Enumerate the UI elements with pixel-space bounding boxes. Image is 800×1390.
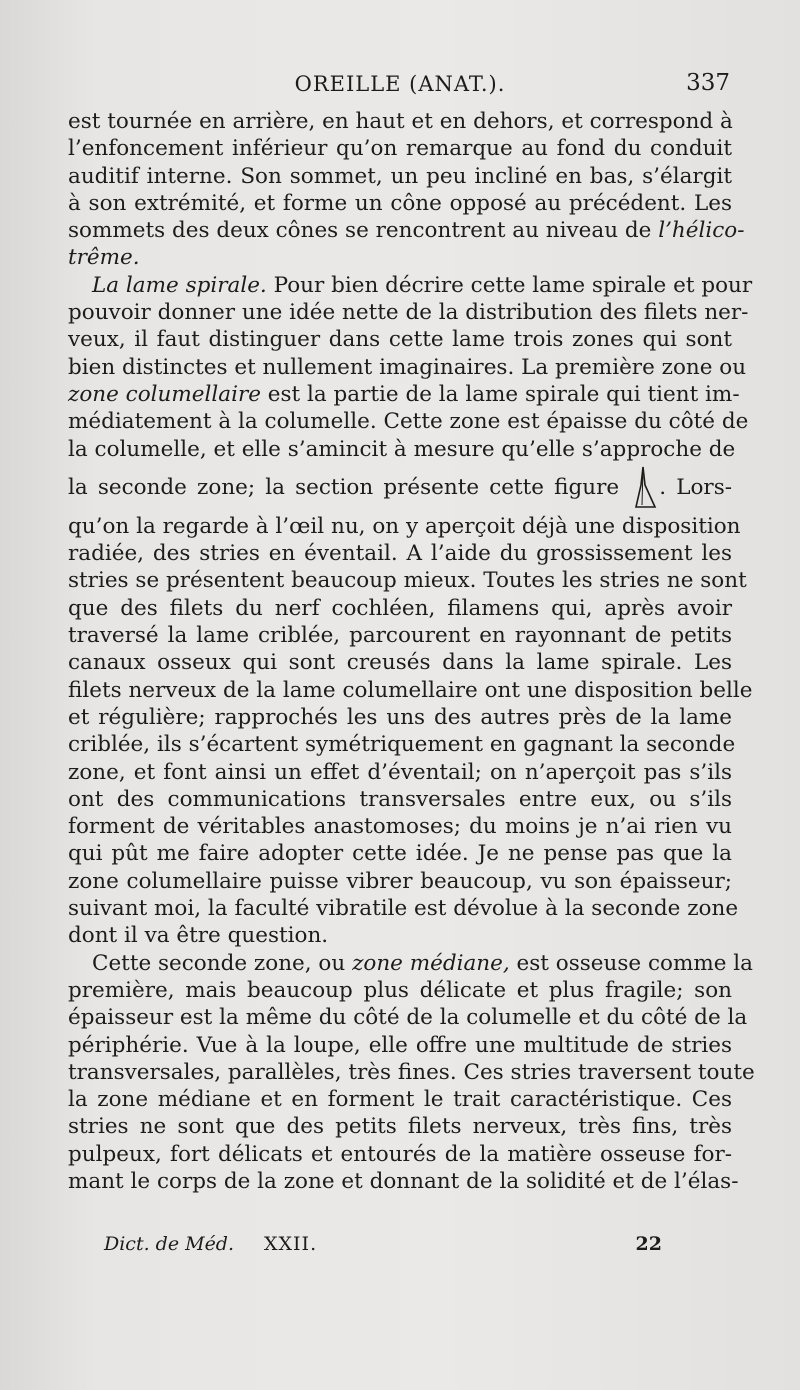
text-segment: stries se présentent beaucoup mieux. Toutes les stries ne sont bbox=[68, 568, 747, 594]
text-segment: épaisseur est la même du côté de la columelle et du côté de la bbox=[68, 1005, 748, 1031]
text-line bbox=[68, 868, 732, 895]
text-segment: traversé la lame criblée, parcourent en rayonnant de petits bbox=[68, 623, 732, 649]
text-segment: zone columellaire puisse vibrer beaucoup, vu son épaisseur; bbox=[68, 868, 732, 894]
text-line bbox=[68, 299, 749, 326]
text-line bbox=[68, 840, 732, 867]
text-segment: stries ne sont que des petits filets nerveux, très fins, très bbox=[68, 1114, 732, 1140]
text-line bbox=[68, 1004, 748, 1031]
text-line bbox=[68, 786, 732, 813]
text-segment: criblée, ils s’écartent symétriquement en gagnant la seconde bbox=[68, 732, 736, 758]
text-segment: et régulière; rapprochés les uns des autres près de la lame bbox=[68, 704, 732, 730]
text-line bbox=[68, 1086, 732, 1113]
text-line bbox=[68, 1168, 739, 1195]
text-segment: qui pût me faire adopter cette idée. Je ne pense pas que la bbox=[68, 841, 732, 867]
italic-text: zone médiane, bbox=[352, 950, 510, 976]
text-segment: suivant moi, la faculté vibratile est dévolue à la seconde zone bbox=[68, 896, 739, 922]
text-segment: la seconde zone; la section présente cette figure bbox=[68, 474, 630, 500]
text-segment: auditif interne. Son sommet, un peu incliné en bas, s’élargit bbox=[68, 163, 732, 189]
text-segment: est la partie de la lame spirale qui tient im- bbox=[260, 381, 740, 407]
text-segment: Cette seconde zone, ou bbox=[92, 950, 353, 976]
text-segment: périphérie. Vue à la loupe, elle offre une multitude de stries bbox=[68, 1032, 732, 1058]
text-line bbox=[68, 463, 732, 513]
italic-text: trême. bbox=[68, 245, 140, 271]
text-line bbox=[68, 950, 753, 977]
text-segment: qu’on la regarde à l’œil nu, on y aperçoit déjà une disposition bbox=[68, 513, 741, 539]
text-line bbox=[68, 108, 732, 135]
text-segment: canaux osseux qui sont creusés dans la lame spirale. Les bbox=[68, 650, 732, 676]
text-segment: Pour bien décrire cette lame spirale et pour bbox=[266, 272, 753, 298]
text-line bbox=[68, 381, 740, 408]
text-line bbox=[68, 1059, 755, 1086]
page-header bbox=[70, 72, 730, 106]
text-line bbox=[68, 1113, 732, 1140]
section-figure-icon bbox=[629, 465, 659, 511]
text-segment: l’enfoncement inférieur qu’on remarque au fond du conduit bbox=[68, 136, 732, 162]
text-segment: bien distinctes et nullement imaginaires. La première zone ou bbox=[68, 354, 747, 380]
text-segment: médiatement à la columelle. Cette zone est épaisse du côté de bbox=[68, 409, 749, 435]
text-segment: filets nerveux de la lame columellaire ont une disposition belle bbox=[68, 677, 753, 703]
text-segment: veux, il faut distinguer dans cette lame trois zones qui sont bbox=[68, 327, 732, 353]
text-line bbox=[68, 513, 741, 540]
text-segment: . Lors- bbox=[659, 474, 733, 500]
text-segment: la columelle, et elle s’amincit à mesure qu’elle s’approche de bbox=[68, 436, 736, 462]
text-line bbox=[68, 922, 732, 949]
footer-dictionary-abbrev: Dict. de Méd. bbox=[104, 1233, 235, 1255]
text-segment: mant le corps de la zone et donnant de la solidité et de l’élas- bbox=[68, 1168, 739, 1194]
text-segment: est tournée en arrière, en haut et en dehors, et correspond à bbox=[68, 109, 733, 134]
text-segment: transversales, parallèles, très fines. Ces stries traversent toute bbox=[68, 1059, 755, 1085]
text-segment: pulpeux, fort délicats et entourés de la matière osseuse for- bbox=[68, 1141, 732, 1167]
page-footer bbox=[104, 1233, 684, 1263]
text-line bbox=[68, 649, 732, 676]
text-segment: à son extrémité, et forme un cône opposé au précédent. Les bbox=[68, 190, 732, 216]
text-line bbox=[68, 977, 732, 1004]
text-line bbox=[68, 704, 732, 731]
text-line bbox=[68, 540, 732, 567]
text-line bbox=[68, 1141, 732, 1168]
text-line bbox=[68, 163, 732, 190]
text-line bbox=[68, 622, 732, 649]
text-line bbox=[68, 895, 739, 922]
text-line bbox=[68, 759, 732, 786]
text-line bbox=[68, 408, 749, 435]
body-text bbox=[68, 108, 755, 1195]
text-line bbox=[68, 731, 736, 758]
text-segment: la zone médiane et en forment le trait caractéristique. Ces bbox=[68, 1087, 732, 1113]
italic-text: La lame spirale. bbox=[92, 272, 267, 298]
text-segment: zone, et font ainsi un effet d’éventail; on n’aperçoit pas s’ils bbox=[68, 759, 732, 785]
italic-text: l’hélico- bbox=[658, 218, 745, 244]
text-segment: que des filets du nerf cochléen, filamens qui, après avoir bbox=[68, 595, 732, 621]
footer-signature-mark: 22 bbox=[635, 1233, 662, 1255]
text-line bbox=[68, 436, 736, 463]
italic-text: zone columellaire bbox=[68, 381, 261, 407]
text-segment: dont il va être question. bbox=[68, 923, 329, 949]
page-number: 337 bbox=[686, 70, 730, 96]
text-line bbox=[68, 595, 732, 622]
text-line bbox=[68, 217, 745, 244]
text-line bbox=[68, 326, 732, 353]
text-segment: est osseuse comme la bbox=[509, 950, 753, 976]
text-segment: pouvoir donner une idée nette de la distribution des filets ner- bbox=[68, 300, 749, 326]
text-line bbox=[68, 354, 747, 381]
text-line bbox=[68, 190, 732, 217]
text-line bbox=[68, 677, 753, 704]
text-line bbox=[68, 813, 732, 840]
text-line bbox=[68, 567, 747, 594]
text-line bbox=[68, 272, 753, 299]
running-title: OREILLE (ANAT.). bbox=[294, 72, 506, 96]
footer-volume: XXII. bbox=[264, 1233, 318, 1255]
text-segment: ont des communications transversales entre eux, ou s’ils bbox=[68, 786, 732, 812]
text-line bbox=[68, 244, 732, 271]
text-segment: sommets des deux cônes se rencontrent au niveau de bbox=[68, 218, 659, 244]
text-segment: radiée, des stries en éventail. A l’aide du grossissement les bbox=[68, 541, 732, 567]
text-line bbox=[68, 135, 732, 162]
text-segment: première, mais beaucoup plus délicate et plus fragile; son bbox=[68, 977, 732, 1003]
text-line bbox=[68, 1032, 732, 1059]
text-segment: forment de véritables anastomoses; du moins je n’ai rien vu bbox=[68, 814, 732, 840]
